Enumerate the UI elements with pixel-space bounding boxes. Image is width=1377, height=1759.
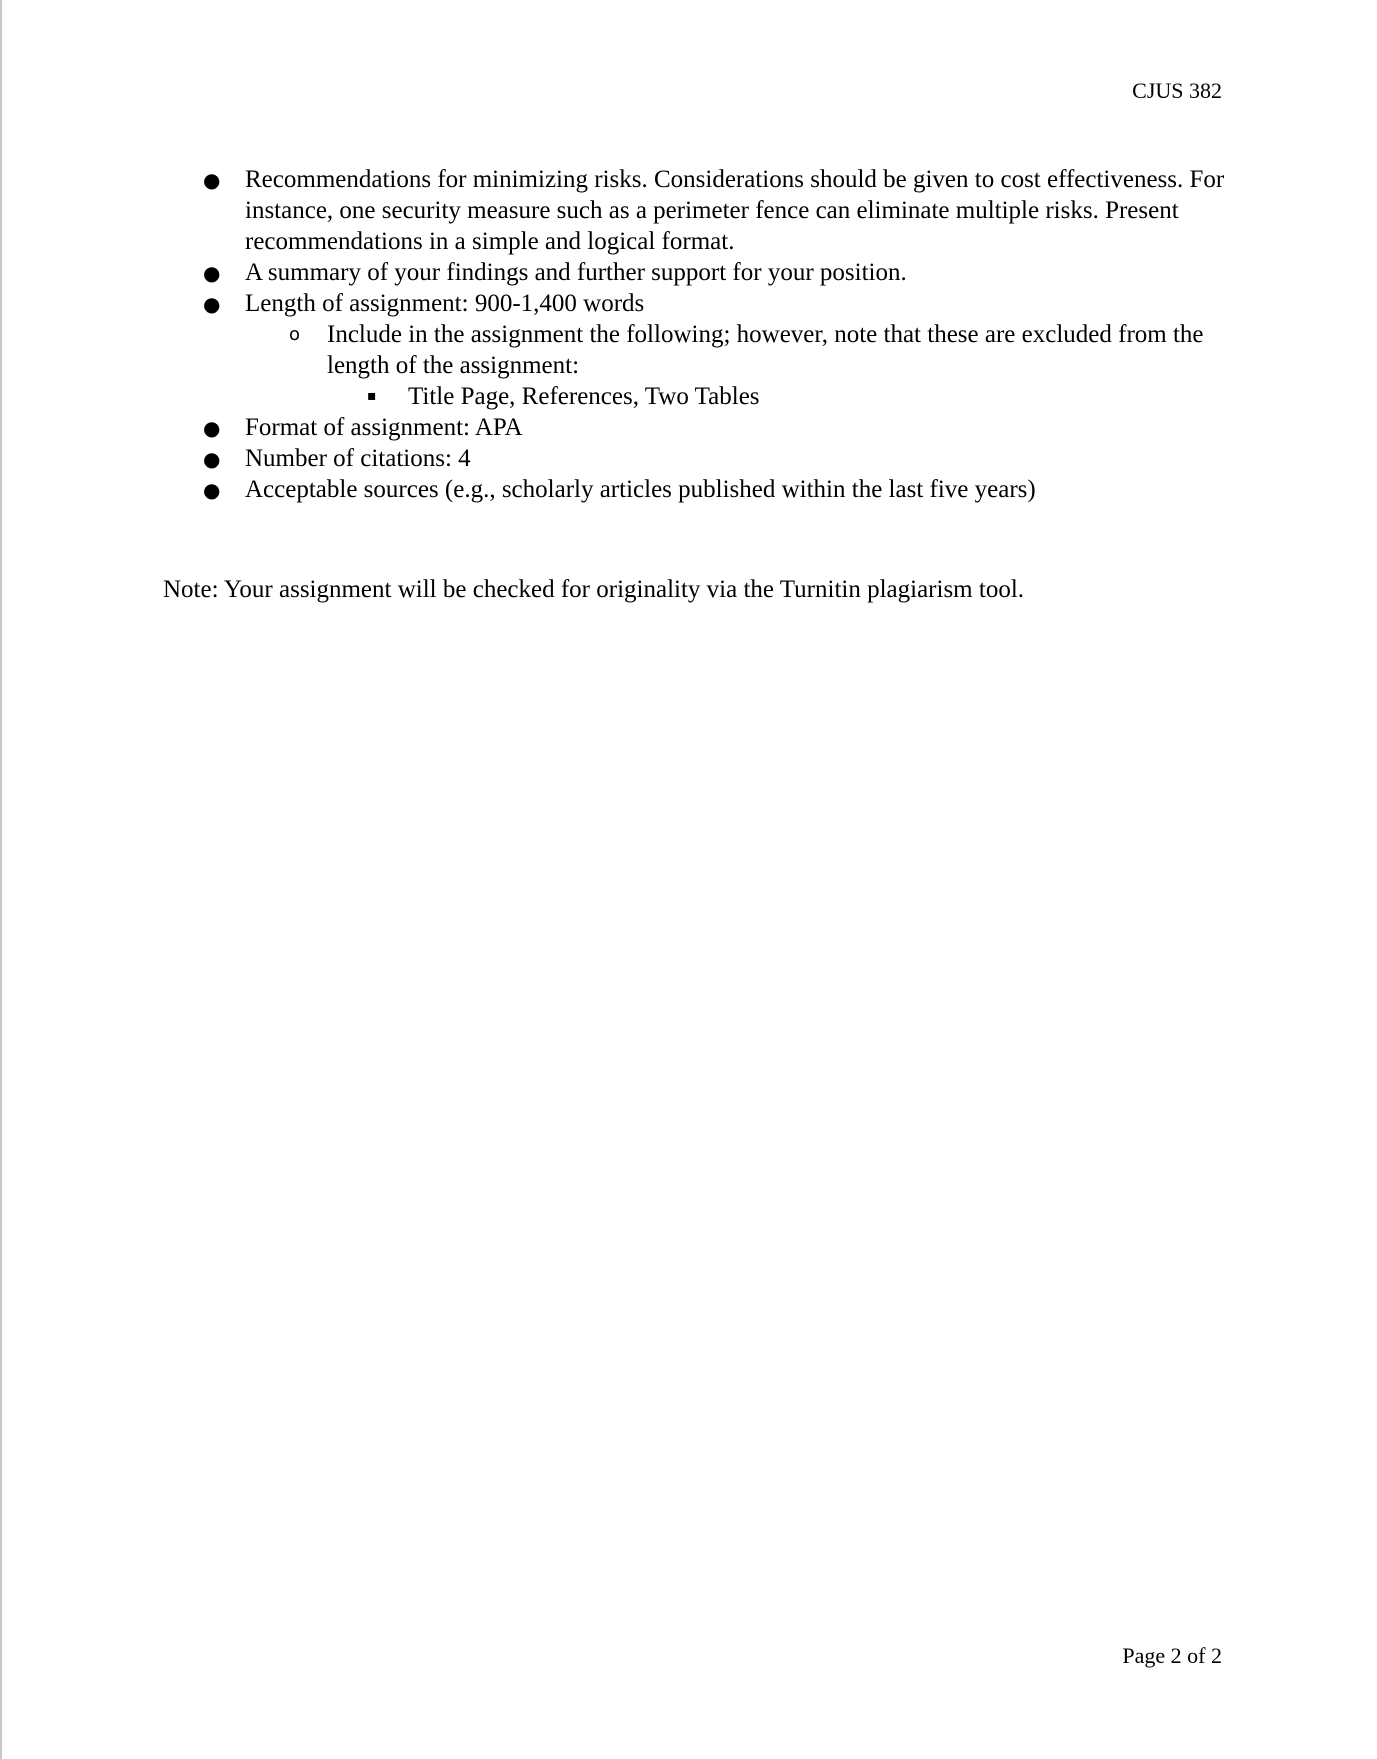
- bullet-disc-icon: ●: [203, 416, 221, 440]
- list-item-recommendations: [195, 164, 1230, 257]
- bullet-square-icon: ▪: [367, 388, 377, 404]
- bullet-disc-icon: ●: [203, 261, 221, 285]
- bullet-disc-icon: ●: [203, 478, 221, 502]
- bullet-disc-icon: ●: [203, 447, 221, 471]
- sub-sub-list-item-excluded: [195, 381, 1230, 412]
- list-item-text: A summary of your findings and further support for your position.: [245, 259, 907, 286]
- list-item-citations: [195, 443, 1230, 474]
- requirements-list: [195, 164, 1230, 505]
- bullet-disc-icon: ●: [203, 168, 221, 192]
- list-item-text: Acceptable sources (e.g., scholarly articles published within the last five years): [245, 476, 1036, 503]
- list-item-text: Recommendations for minimizing risks. Considerations should be given to cost effectiveness. For instance, one security measure such as a perimeter fence can eliminate multiple risks. Present recommendations in a simple and logical format.: [245, 166, 1225, 255]
- page-number-footer: Page 2 of 2: [1122, 1643, 1222, 1668]
- sub-list-item-include: [195, 319, 1230, 381]
- list-item-summary: [195, 257, 1230, 288]
- list-item-sources: [195, 474, 1230, 505]
- sub-sub-list-item-text: Title Page, References, Two Tables: [408, 383, 760, 410]
- list-item-length: [195, 288, 1230, 319]
- bullet-circle-icon: o: [289, 324, 301, 345]
- page-header-course-code: CJUS 382: [1132, 78, 1222, 103]
- originality-note: Note: Your assignment will be checked for originality via the Turnitin plagiarism tool.: [163, 576, 1025, 603]
- sub-list-item-text: Include in the assignment the following; however, note that these are excluded from the length of the assignment:: [327, 321, 1204, 379]
- list-item-format: [195, 412, 1230, 443]
- list-item-text: Length of assignment: 900-1,400 words: [245, 290, 645, 317]
- bullet-disc-icon: ●: [203, 292, 221, 316]
- list-item-text: Number of citations: 4: [245, 445, 471, 472]
- list-item-text: Format of assignment: APA: [245, 414, 523, 441]
